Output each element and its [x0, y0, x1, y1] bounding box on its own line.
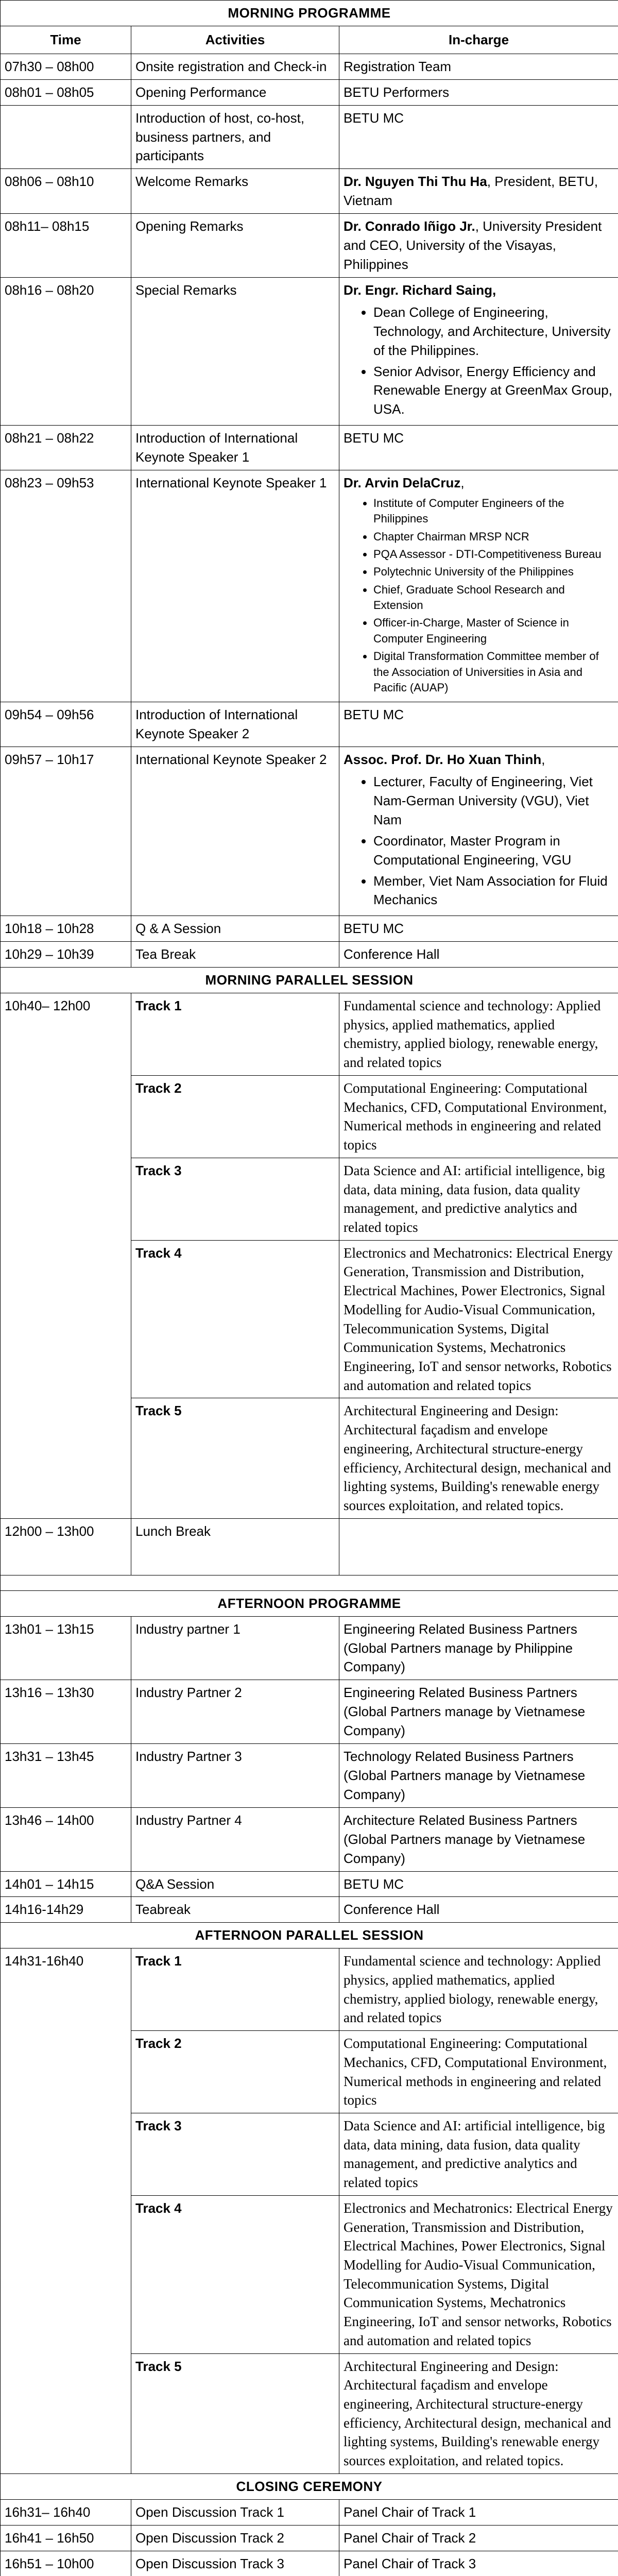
incharge-cell [339, 1680, 618, 1744]
closing-row [1, 2551, 618, 2576]
time-cell [1, 277, 131, 425]
incharge-cell [339, 1807, 618, 1871]
track-description-cell [339, 2353, 618, 2473]
track-label-cell [131, 1158, 339, 1240]
activity-cell [131, 1518, 339, 1575]
activity: Introduction of International Keynote Speaker 2 [135, 707, 298, 742]
time: 12h00 – 13h00 [5, 1523, 94, 1539]
track-description: Fundamental science and technology: Applied physics, applied mathematics, applied chemistry, applied biology, renewable energy, and related topics [344, 998, 601, 1071]
time: 16h51 – 10h00 [5, 2555, 94, 2571]
track-label: Track 3 [135, 2117, 182, 2133]
activity-cell [131, 916, 339, 942]
time: 08h16 – 08h20 [5, 282, 94, 298]
time: 16h31– 16h40 [5, 2504, 91, 2520]
activity: Introduction of International Keynote Speaker 1 [135, 430, 298, 465]
track-label-cell [131, 993, 339, 1076]
time-cell [1, 916, 131, 942]
time: 13h16 – 13h30 [5, 1685, 94, 1701]
parallel-time: 14h31-16h40 [5, 1953, 84, 1969]
incharge-cell [339, 470, 618, 702]
incharge: Architecture Related Business Partners (Global Partners manage by Vietnamese Company) [344, 1812, 586, 1866]
time: 08h11– 08h15 [5, 218, 90, 234]
morning-row [1, 747, 618, 916]
parallel-time-cell [1, 1948, 131, 2474]
col-activities-header [131, 26, 339, 54]
time-cell [1, 426, 131, 470]
time-cell [1, 2499, 131, 2525]
afternoon-row [1, 1744, 618, 1808]
track-description: Architectural Engineering and Design: Architectural façadism and envelope engineering, Architectural structure-energy efficiency, Architectural design, mechanical and lighting systems, Building's renewable energy sources exploitation, and related topics. [344, 1403, 611, 1513]
incharge-cell [339, 2499, 618, 2525]
time: 10h29 – 10h39 [5, 946, 94, 962]
activity-cell [131, 2525, 339, 2551]
incharge-cell [339, 1518, 618, 1575]
activity: International Keynote Speaker 1 [135, 475, 327, 491]
morning-parallel-track-row [1, 993, 618, 1076]
time-cell [1, 105, 131, 169]
time-cell [1, 1518, 131, 1575]
activity: Onsite registration and Check-in [135, 58, 327, 74]
morning-row [1, 702, 618, 747]
incharge: BETU Performers [344, 84, 450, 100]
incharge: Panel Chair of Track 3 [344, 2555, 476, 2571]
track-label: Track 1 [135, 998, 182, 1014]
activity-cell [131, 747, 339, 916]
activity-cell [131, 54, 339, 79]
incharge: Panel Chair of Track 1 [344, 2504, 476, 2520]
track-description-cell [339, 2113, 618, 2195]
activity: Open Discussion Track 1 [135, 2504, 285, 2520]
morning-row [1, 942, 618, 968]
afternoon-programme-header-title [1, 1590, 618, 1616]
closing-row [1, 2525, 618, 2551]
track-description-cell [339, 993, 618, 1076]
incharge: BETU MC [344, 110, 404, 126]
incharge: BETU MC [344, 430, 404, 446]
incharge: Technology Related Business Partners (Global Partners manage by Vietnamese Company) [344, 1749, 586, 1802]
incharge-cell [339, 79, 618, 105]
speaker-affiliation: , President, BETU, Vietnam [344, 174, 598, 209]
time: 13h01 – 13h15 [5, 1621, 94, 1637]
track-description: Computational Engineering: Computational Mechanics, CFD, Computational Environment, Numerical methods in engineering and related topics [344, 1080, 607, 1153]
morning-programme-header-title [1, 1, 618, 26]
track-label-cell [131, 1240, 339, 1398]
activity-cell [131, 942, 339, 968]
activity: Open Discussion Track 2 [135, 2530, 285, 2546]
track-description-cell [339, 1398, 618, 1518]
activity: Industry Partner 4 [135, 1812, 242, 1828]
track-description: Data Science and AI: artificial intelligence, big data, data mining, data fusion, data quality management, and predictive analytics and related topics [344, 2117, 605, 2191]
track-description-cell [339, 1240, 618, 1398]
time-cell [1, 747, 131, 916]
activity-cell [131, 470, 339, 702]
activity-cell [131, 1871, 339, 1897]
time-cell [1, 1680, 131, 1744]
morning-row [1, 277, 618, 425]
afternoon-row [1, 1680, 618, 1744]
incharge-cell [339, 942, 618, 968]
speaker-role-item: • Chapter Chairman MRSP NCR [373, 529, 614, 545]
incharge-cell [339, 277, 618, 425]
morning-programme-header [1, 1, 618, 26]
incharge-cell [339, 747, 618, 916]
time: 14h16-14h29 [5, 1902, 84, 1918]
morning-parallel-header-title [1, 968, 618, 993]
incharge: BETU MC [344, 707, 404, 723]
parallel-time: 10h40– 12h00 [5, 998, 91, 1014]
incharge: Conference Hall [344, 1902, 440, 1918]
speaker-role-item: • Lecturer, Faculty of Engineering, Viet Nam-German University (VGU), Viet Nam [373, 772, 614, 829]
track-description-cell [339, 1075, 618, 1158]
activity: Opening Performance [135, 84, 267, 100]
morning-row [1, 916, 618, 942]
activity: Q&A Session [135, 1876, 215, 1892]
col-activities-header-label: Activities [205, 31, 265, 47]
speaker-role-item: • Institute of Computer Engineers of the Philippines [373, 496, 614, 527]
time: 08h21 – 08h22 [5, 430, 94, 446]
speaker-role-item: • Coordinator, Master Program in Computational Engineering, VGU [373, 832, 614, 870]
track-label: Track 4 [135, 1245, 182, 1261]
speaker-roles [344, 772, 614, 909]
activity: Q & A Session [135, 921, 221, 937]
activity: Special Remarks [135, 282, 237, 298]
parallel-time-cell [1, 993, 131, 1519]
speaker-role-item: • Officer-in-Charge, Master of Science in Computer Engineering [373, 615, 614, 647]
incharge: Engineering Related Business Partners (Global Partners manage by Philippine Company) [344, 1621, 577, 1675]
section-title: CLOSING CEREMONY [236, 2478, 383, 2494]
speaker-roles [344, 303, 614, 419]
activity: Welcome Remarks [135, 174, 249, 190]
speaker-role-item: • Dean College of Engineering, Technology, and Architecture, University of the Philippines. [373, 303, 614, 360]
section-title: AFTERNOON PARALLEL SESSION [195, 1927, 424, 1943]
activity: Industry Partner 3 [135, 1749, 242, 1765]
track-description-cell [339, 1158, 618, 1240]
activity: Open Discussion Track 3 [135, 2555, 285, 2571]
activity-cell [131, 1897, 339, 1923]
time-cell [1, 54, 131, 79]
incharge-cell [339, 916, 618, 942]
time-cell [1, 942, 131, 968]
incharge: BETU MC [344, 1876, 404, 1892]
closing-row [1, 2499, 618, 2525]
closing-ceremony-header [1, 2473, 618, 2499]
time-cell [1, 1871, 131, 1897]
closing-ceremony-header-title [1, 2473, 618, 2499]
incharge-cell [339, 2551, 618, 2576]
activity-cell [131, 79, 339, 105]
time: 13h31 – 13h45 [5, 1749, 94, 1765]
track-label: Track 2 [135, 1080, 182, 1096]
track-description: Electronics and Mechatronics: Electrical Energy Generation, Transmission and Distribution, Electrical Machines, Power Electronics, Signal Modelling for Audio-Visual Communication, Telecommunication Systems, Digital Communication Systems, Mechatronics Engineering, IoT and sensor networks, Robotics and automation and related topics [344, 2200, 613, 2348]
track-description: Fundamental science and technology: Applied physics, applied mathematics, applied chemistry, applied biology, renewable energy, and related topics [344, 1953, 601, 2026]
track-label-cell [131, 2353, 339, 2473]
activity: Lunch Break [135, 1523, 211, 1539]
activity-cell [131, 1680, 339, 1744]
activity: Tea Break [135, 946, 196, 962]
afternoon-programme-header [1, 1590, 618, 1616]
morning-row [1, 426, 618, 470]
speaker-name: Assoc. Prof. Dr. Ho Xuan Thinh [344, 752, 542, 768]
speaker-role-item: • Chief, Graduate School Research and Extension [373, 582, 614, 614]
incharge: BETU MC [344, 921, 404, 937]
speaker-role-item: • PQA Assessor - DTI-Competitiveness Bureau [373, 547, 614, 562]
track-label-cell [131, 2031, 339, 2113]
morning-row [1, 169, 618, 214]
time-cell [1, 470, 131, 702]
activity-cell [131, 1744, 339, 1808]
afternoon-parallel-track-row [1, 1948, 618, 2031]
time: 10h18 – 10h28 [5, 921, 94, 937]
time: 09h54 – 09h56 [5, 707, 94, 723]
activity-cell [131, 214, 339, 278]
track-description-cell [339, 2195, 618, 2353]
activity-cell [131, 2551, 339, 2576]
time-cell [1, 214, 131, 278]
incharge-cell [339, 54, 618, 79]
col-incharge-header [339, 26, 618, 54]
column-header-row [1, 26, 618, 54]
programme-body [1, 1, 618, 2576]
track-label-cell [131, 1948, 339, 2031]
time: 08h01 – 08h05 [5, 84, 94, 100]
activity-cell [131, 169, 339, 214]
time-cell [1, 1744, 131, 1808]
section-title: AFTERNOON PROGRAMME [217, 1595, 401, 1611]
morning-parallel-header [1, 968, 618, 993]
time: 16h41 – 16h50 [5, 2530, 94, 2546]
afternoon-parallel-header [1, 1923, 618, 1948]
track-label-cell [131, 2113, 339, 2195]
afternoon-row [1, 1871, 618, 1897]
speaker-name: Dr. Nguyen Thi Thu Ha [344, 174, 487, 190]
track-description: Electronics and Mechatronics: Electrical Energy Generation, Transmission and Distribution, Electrical Machines, Power Electronics, Signal Modelling for Audio-Visual Communication, Telecommunication Systems, Digital Communication Systems, Mechatronics Engineering, IoT and sensor networks, Robotics and automation and related topics [344, 1245, 613, 1393]
section-title: MORNING PROGRAMME [228, 5, 391, 21]
activity-cell [131, 2499, 339, 2525]
incharge: Registration Team [344, 58, 452, 74]
time: 13h46 – 14h00 [5, 1812, 94, 1828]
speaker-roles [344, 496, 614, 696]
morning-row [1, 54, 618, 79]
speaker-role-item: • Polytechnic University of the Philippines [373, 564, 614, 580]
time-cell [1, 1616, 131, 1680]
track-label: Track 5 [135, 2358, 182, 2374]
track-description-cell [339, 1948, 618, 2031]
track-label: Track 3 [135, 1162, 182, 1178]
time-cell [1, 1897, 131, 1923]
incharge: Panel Chair of Track 2 [344, 2530, 476, 2546]
incharge-cell [339, 1897, 618, 1923]
track-description: Architectural Engineering and Design: Architectural façadism and envelope engineering, Architectural structure-energy efficiency, Architectural design, mechanical and lighting systems, Building's renewable energy sources exploitation, and related topics. [344, 2358, 611, 2469]
track-description-cell [339, 2031, 618, 2113]
time-cell [1, 2551, 131, 2576]
incharge-cell [339, 105, 618, 169]
activity-cell [131, 1616, 339, 1680]
afternoon-parallel-header-title [1, 1923, 618, 1948]
speaker-name: Dr. Conrado Iñigo Jr. [344, 218, 475, 234]
section-title: MORNING PARALLEL SESSION [205, 972, 414, 988]
activity-cell [131, 426, 339, 470]
afternoon-row [1, 1897, 618, 1923]
activity: Opening Remarks [135, 218, 244, 234]
incharge-cell [339, 1871, 618, 1897]
col-time-header-label: Time [50, 31, 81, 47]
speaker-name: Dr. Arvin DelaCruz [344, 475, 461, 491]
time-cell [1, 169, 131, 214]
lunch-row [1, 1518, 618, 1575]
activity: International Keynote Speaker 2 [135, 752, 327, 768]
activity-cell [131, 105, 339, 169]
incharge: Engineering Related Business Partners (Global Partners manage by Vietnamese Company) [344, 1685, 586, 1739]
incharge-cell [339, 1744, 618, 1808]
spacer-cell [1, 1575, 618, 1590]
track-label-cell [131, 1075, 339, 1158]
track-label: Track 4 [135, 2200, 182, 2216]
activity: Introduction of host, co-host, business partners, and participants [135, 110, 305, 164]
afternoon-row [1, 1807, 618, 1871]
col-time-header [1, 26, 131, 54]
morning-row [1, 214, 618, 278]
track-label: Track 2 [135, 2036, 182, 2052]
time: 09h57 – 10h17 [5, 752, 94, 768]
activity-cell [131, 277, 339, 425]
track-label: Track 5 [135, 1403, 182, 1419]
time-cell [1, 2525, 131, 2551]
speaker-affiliation: , [541, 752, 545, 768]
incharge-cell [339, 214, 618, 278]
incharge-cell [339, 169, 618, 214]
speaker-role-item: • Senior Advisor, Energy Efficiency and Renewable Energy at GreenMax Group, USA. [373, 362, 614, 419]
morning-row [1, 470, 618, 702]
time: 14h01 – 14h15 [5, 1876, 94, 1892]
speaker-affiliation: , [460, 475, 465, 491]
morning-row [1, 105, 618, 169]
speaker-affiliation: , University President and CEO, University of the Visayas, Philippines [344, 218, 602, 272]
afternoon-row [1, 1616, 618, 1680]
speaker-name: Dr. Engr. Richard Saing, [344, 282, 496, 298]
incharge-cell [339, 426, 618, 470]
time: 08h23 – 09h53 [5, 475, 94, 491]
time: 08h06 – 08h10 [5, 174, 94, 190]
activity: Industry partner 1 [135, 1621, 241, 1637]
incharge-cell [339, 1616, 618, 1680]
track-description: Computational Engineering: Computational Mechanics, CFD, Computational Environment, Numerical methods in engineering and related topics [344, 2036, 607, 2108]
spacer-row [1, 1575, 618, 1590]
track-label: Track 1 [135, 1953, 182, 1969]
activity-cell [131, 1807, 339, 1871]
activity: Teabreak [135, 1902, 191, 1918]
time-cell [1, 1807, 131, 1871]
col-incharge-header-label: In-charge [449, 31, 509, 47]
speaker-role-item: • Digital Transformation Committee member of the Association of Universities in Asia and Pacific (AUAP) [373, 649, 614, 696]
time-cell [1, 79, 131, 105]
activity: Industry Partner 2 [135, 1685, 242, 1701]
track-description: Data Science and AI: artificial intelligence, big data, data mining, data fusion, data quality management, and predictive analytics and related topics [344, 1162, 605, 1235]
speaker-role-item: • Member, Viet Nam Association for Fluid Mechanics [373, 872, 614, 910]
incharge: Conference Hall [344, 946, 440, 962]
time: 07h30 – 08h00 [5, 58, 94, 74]
incharge-cell [339, 2525, 618, 2551]
morning-row [1, 79, 618, 105]
track-label-cell [131, 1398, 339, 1518]
incharge-cell [339, 702, 618, 747]
activity-cell [131, 702, 339, 747]
time-cell [1, 702, 131, 747]
track-label-cell [131, 2195, 339, 2353]
